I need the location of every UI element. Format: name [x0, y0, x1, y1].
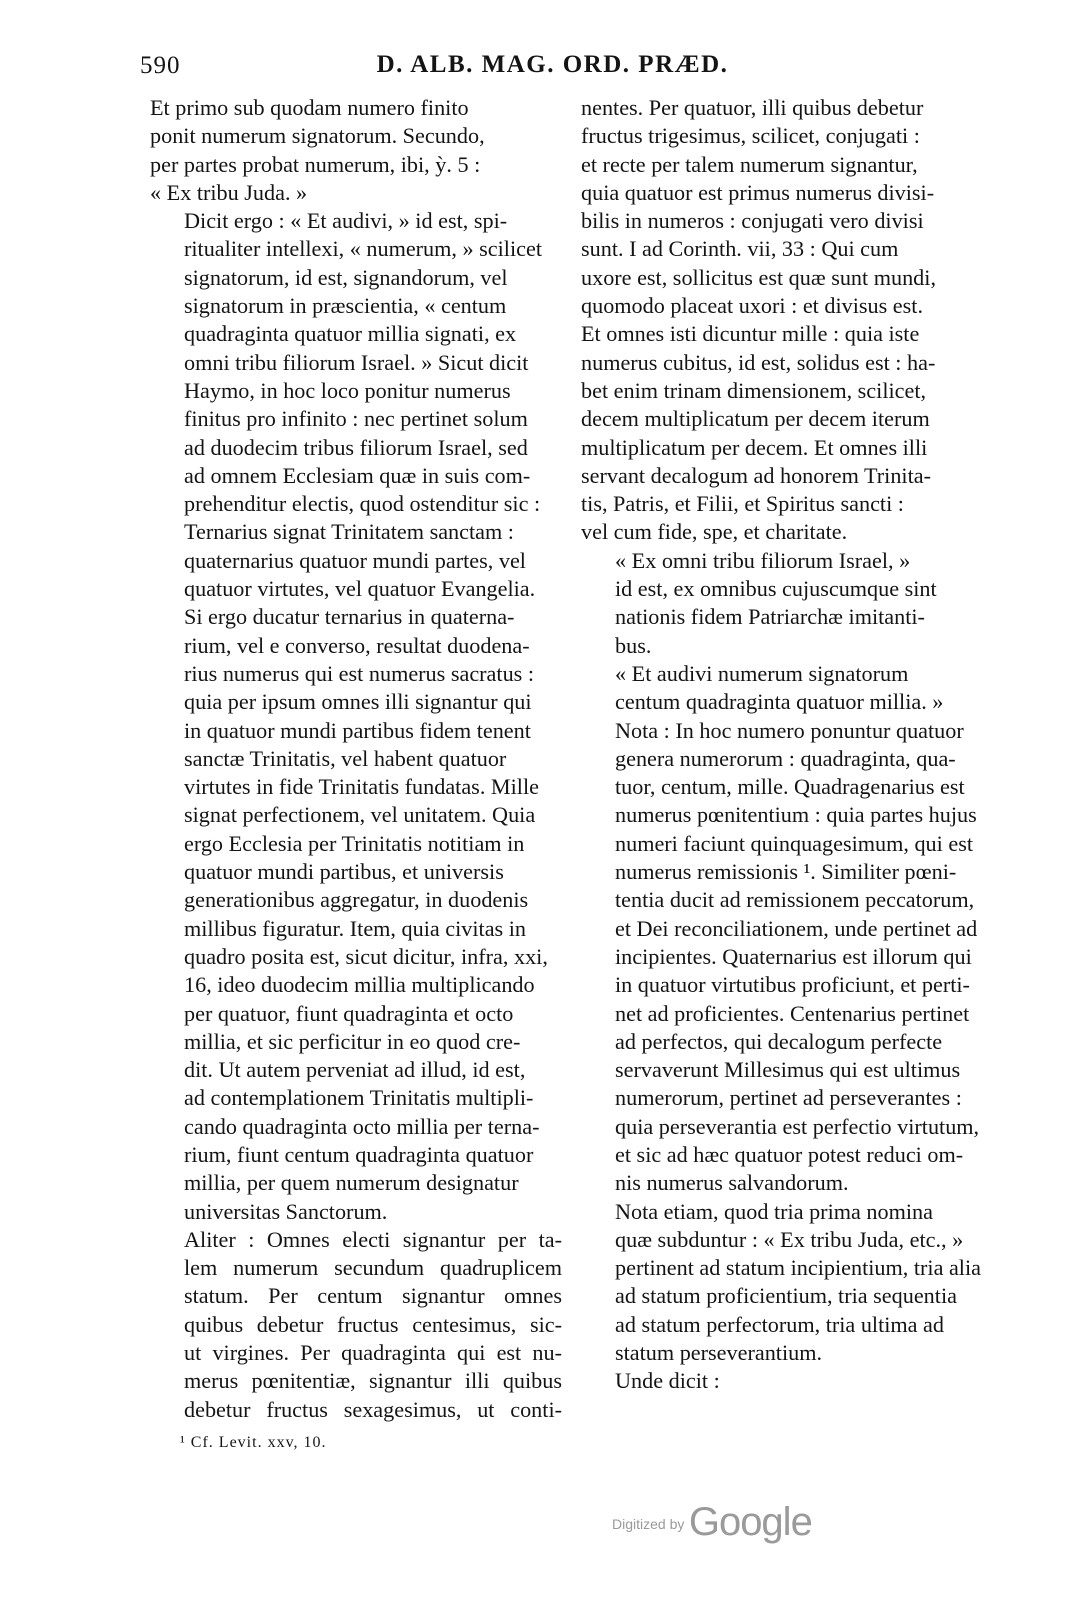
- text-line: millibus figuratur. Item, quia civitas in: [184, 915, 526, 941]
- right-column: [581, 94, 985, 1396]
- paragraph: [581, 94, 985, 547]
- text-line: quatuor virtutes, vel quatuor Evangelia.: [184, 576, 536, 602]
- text-line: ad duodecim tribus filiorum Israel, sed: [184, 434, 528, 460]
- text-line: millia, per quem numerum designatur: [184, 1170, 519, 1196]
- text-line: prehenditur electis, quod ostenditur sic :: [184, 491, 541, 517]
- text-line: ad omnem Ecclesiam quæ in suis com-: [184, 462, 531, 488]
- text-line: quia per ipsum omnes illi signantur qui: [184, 689, 532, 715]
- text-line: ergo Ecclesia per Trinitatis notitiam in: [184, 830, 525, 856]
- page-number: 590: [140, 52, 181, 79]
- text-line: Aliter : Omnes electi signantur per ta-: [184, 1226, 562, 1252]
- text-line: ut virgines. Per quadraginta qui est nu-: [184, 1340, 562, 1366]
- text-line: « Et audivi numerum signatorum: [615, 660, 909, 686]
- text-line: multiplicatum per decem. Et omnes illi: [581, 434, 928, 460]
- text-line: finitus pro infinito : nec pertinet solum: [184, 406, 528, 432]
- text-line: numerorum, pertinet ad perseverantes :: [615, 1085, 962, 1111]
- paragraph: [581, 547, 985, 660]
- text-line: « Ex tribu Juda. »: [150, 179, 308, 205]
- text-line: debetur fructus sexagesimus, ut conti-: [184, 1396, 562, 1422]
- text-line: incipientes. Quaternarius est illorum qui: [615, 943, 972, 969]
- text-line: 16, ideo duodecim millia multiplicando: [184, 972, 535, 998]
- text-line: lem numerum secundum quadruplicem: [184, 1255, 562, 1281]
- text-line: quia perseverantia est perfectio virtutum,: [615, 1113, 980, 1139]
- text-line: Ternarius signat Trinitatem sanctam :: [184, 519, 514, 545]
- text-line: ponit numerum signatorum. Secundo,: [150, 123, 485, 149]
- text-line: in quatuor mundi partibus fidem tenent: [184, 717, 531, 743]
- paragraph: [581, 1367, 985, 1395]
- paragraph: [150, 1226, 562, 1424]
- text-line: bus.: [615, 632, 652, 658]
- text-line: universitas Sanctorum.: [184, 1198, 388, 1224]
- text-line: ad statum proficientium, tria sequentia: [615, 1283, 957, 1309]
- text-line: dit. Ut autem perveniat ad illud, id est,: [184, 1057, 526, 1083]
- text-line: servaverunt Millesimus qui est ultimus: [615, 1057, 961, 1083]
- text-line: Et primo sub quodam numero finito: [150, 95, 469, 120]
- text-line: quomodo placeat uxori : et divisus est.: [581, 293, 923, 319]
- text-line: et recte per talem numerum signantur,: [581, 151, 918, 177]
- paragraph: [150, 94, 562, 207]
- text-line: tentia ducit ad remissionem peccatorum,: [615, 887, 975, 913]
- text-line: id est, ex omnibus cujuscumque sint: [615, 576, 937, 602]
- text-line: per quatuor, fiunt quadraginta et octo: [184, 1000, 514, 1026]
- text-line: virtutes in fide Trinitatis fundatas. Mille: [184, 774, 539, 800]
- text-line: et sic ad hæc quatuor potest reduci om-: [615, 1141, 964, 1167]
- text-line: bet enim trinam dimensionem, scilicet,: [581, 377, 927, 403]
- left-column: [150, 94, 562, 1424]
- watermark-prefix: Digitized by: [612, 1516, 685, 1532]
- text-line: signatorum in præscientia, « centum: [184, 293, 507, 319]
- text-line: Nota : In hoc numero ponuntur quatuor: [615, 717, 964, 743]
- text-line: ritualiter intellexi, « numerum, » scilicet: [184, 236, 542, 262]
- paragraph: [150, 207, 562, 1226]
- text-line: Dicit ergo : « Et audivi, » id est, spi-: [184, 208, 508, 234]
- text-line: uxore est, sollicitus est quæ sunt mundi,: [581, 264, 936, 290]
- text-line: Nota etiam, quod tria prima nomina: [615, 1198, 933, 1224]
- digitized-watermark: [612, 1500, 812, 1545]
- text-line: decem multiplicatum per decem iterum: [581, 406, 930, 432]
- text-line: sanctæ Trinitatis, vel habent quatuor: [184, 745, 507, 771]
- text-line: nis numerus salvandorum.: [615, 1170, 849, 1196]
- text-line: numerus pœnitentium : quia partes hujus: [615, 802, 977, 828]
- text-line: rium, fiunt centum quadraginta quatuor: [184, 1141, 534, 1167]
- paragraph: [581, 1198, 985, 1368]
- text-line: per partes probat numerum, ibi, ỳ. 5 :: [150, 151, 481, 177]
- text-line: quadraginta quatuor millia signati, ex: [184, 321, 517, 347]
- text-line: centum quadraginta quatuor millia. »: [615, 689, 944, 715]
- text-line: net ad proficientes. Centenarius pertinet: [615, 1000, 970, 1026]
- text-line: merus pœnitentiæ, signantur illi quibus: [184, 1368, 562, 1394]
- text-line: quatuor mundi partibus, et universis: [184, 859, 504, 885]
- text-line: sunt. I ad Corinth. vii, 33 : Qui cum: [581, 236, 899, 262]
- text-line: statum. Per centum signantur omnes: [184, 1283, 562, 1309]
- google-logo: Google: [688, 1500, 812, 1544]
- text-line: numeri faciunt quinquagesimum, qui est: [615, 830, 974, 856]
- text-line: et Dei reconciliationem, unde pertinet ad: [615, 915, 978, 941]
- text-line: millia, et sic perficitur in eo quod cre-: [184, 1028, 521, 1054]
- paragraph: [581, 660, 985, 1198]
- text-line: signatorum, id est, signandorum, vel: [184, 264, 508, 290]
- text-line: vel cum fide, spe, et charitate.: [581, 519, 848, 545]
- footnote: ¹ Cf. Levit. xxv, 10.: [180, 1434, 327, 1451]
- text-line: fructus trigesimus, scilicet, conjugati :: [581, 123, 920, 149]
- text-line: quibus debetur fructus centesimus, sic-: [184, 1311, 562, 1337]
- text-line: cando quadraginta octo millia per terna-: [184, 1113, 540, 1139]
- text-line: signat perfectionem, vel unitatem. Quia: [184, 802, 536, 828]
- text-line: nentes. Per quatuor, illi quibus debetur: [581, 95, 924, 120]
- text-line: servant decalogum ad honorem Trinita-: [581, 462, 931, 488]
- text-line: nationis fidem Patriarchæ imitanti-: [615, 604, 925, 630]
- text-line: quaternarius quatuor mundi partes, vel: [184, 547, 526, 573]
- text-line: in quatuor virtutibus proficiunt, et perti-: [615, 972, 970, 998]
- text-line: omni tribu filiorum Israel. » Sicut dicit: [184, 349, 529, 375]
- text-line: quæ subduntur : « Ex tribu Juda, etc., »: [615, 1226, 964, 1252]
- text-line: Et omnes isti dicuntur mille : quia iste: [581, 321, 920, 347]
- text-line: Si ergo ducatur ternarius in quaterna-: [184, 604, 515, 630]
- text-line: generationibus aggregatur, in duodenis: [184, 887, 529, 913]
- text-line: rius numerus qui est numerus sacratus :: [184, 660, 535, 686]
- running-head: D. ALB. MAG. ORD. PRÆD.: [376, 51, 729, 78]
- text-line: Unde dicit :: [615, 1368, 720, 1394]
- text-line: genera numerorum : quadraginta, qua-: [615, 745, 956, 771]
- text-line: numerus cubitus, id est, solidus est : ha-: [581, 349, 936, 375]
- text-line: tis, Patris, et Filii, et Spiritus sancti :: [581, 491, 904, 517]
- text-line: ad contemplationem Trinitatis multipli-: [184, 1085, 534, 1111]
- text-line: quadro posita est, sicut dicitur, infra, xxi,: [184, 943, 548, 969]
- text-line: statum perseverantium.: [615, 1340, 823, 1366]
- text-line: quia quatuor est primus numerus divisi-: [581, 179, 935, 205]
- text-line: ad statum perfectorum, tria ultima ad: [615, 1311, 944, 1337]
- text-line: Haymo, in hoc loco ponitur numerus: [184, 377, 511, 403]
- text-line: numerus remissionis ¹. Similiter pœni-: [615, 859, 957, 885]
- text-line: rium, vel e converso, resultat duodena-: [184, 632, 530, 658]
- text-line: bilis in numeros : conjugati vero divisi: [581, 208, 924, 234]
- text-line: tuor, centum, mille. Quadragenarius est: [615, 774, 965, 800]
- text-line: ad perfectos, qui decalogum perfecte: [615, 1028, 943, 1054]
- text-line: « Ex omni tribu filiorum Israel, »: [615, 547, 911, 573]
- text-line: pertinent ad statum incipientium, tria alia: [615, 1255, 981, 1281]
